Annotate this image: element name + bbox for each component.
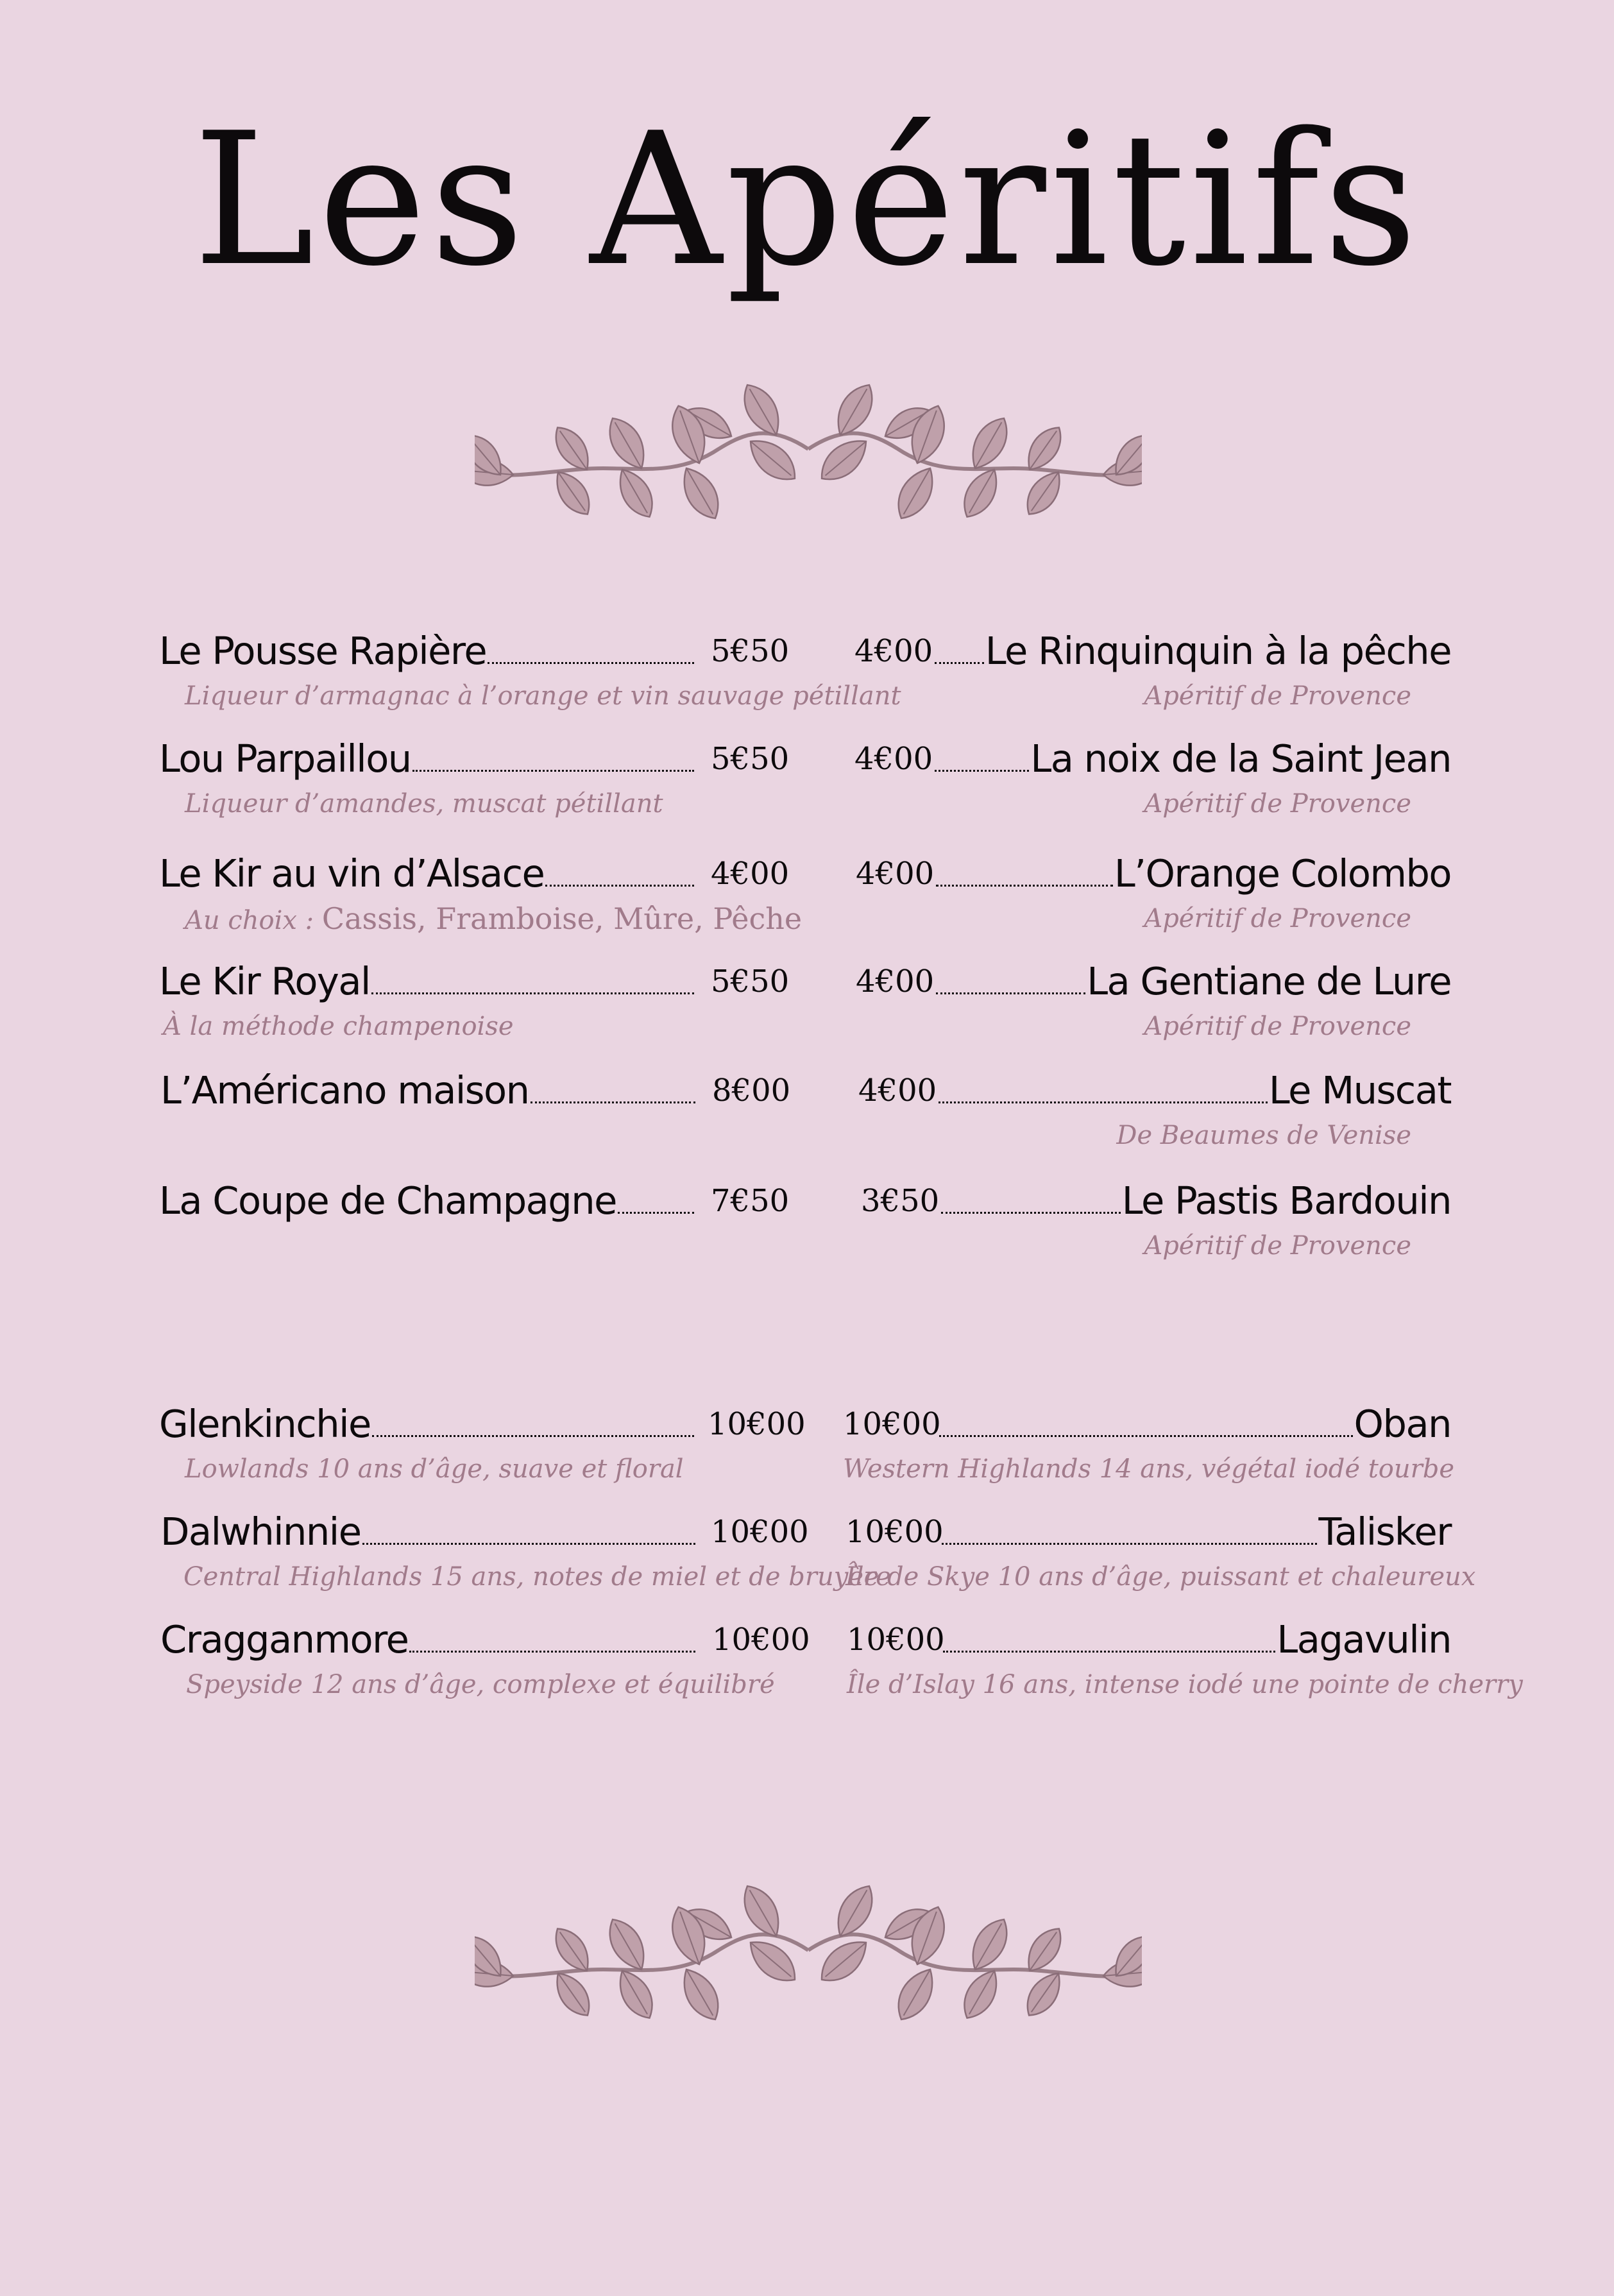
leaf-garland-icon (475, 372, 1142, 539)
item-name: Lou Parpaillou (159, 736, 411, 781)
item-description: Liqueur d’amandes, muscat pétillant (185, 789, 663, 819)
menu-item (856, 956, 1451, 1046)
item-description: Liqueur d’armagnac à l’orange et vin sauvage pétillant (185, 681, 901, 711)
description-choices: Cassis, Framboise, Mûre, Pêche (321, 901, 803, 936)
menu-item (854, 625, 1451, 715)
menu-item (856, 848, 1451, 938)
dot-leader (412, 770, 694, 772)
menu-item (160, 1614, 810, 1704)
menu-item (854, 733, 1451, 823)
item-name: La Gentiane de Lure (1087, 959, 1451, 1003)
item-description: Western Highlands 14 ans, végétal iodé tourbe (843, 1454, 1455, 1484)
dot-leader (409, 1651, 695, 1653)
description-prefix: Au choix : (185, 906, 322, 935)
item-description: Île d’Islay 16 ans, intense iodé une pointe de cherry (847, 1670, 1523, 1699)
menu-item (159, 625, 901, 715)
menu-item (159, 848, 802, 940)
item-price: 5€50 (711, 633, 790, 669)
item-price: 10€00 (712, 1622, 810, 1658)
item-name: Le Rinquinquin à la pêche (985, 629, 1451, 673)
item-name: L’Orange Colombo (1114, 851, 1451, 896)
item-price: 10€00 (843, 1406, 941, 1442)
dot-leader (618, 1212, 694, 1214)
menu-item (159, 733, 790, 823)
dot-leader (939, 1101, 1268, 1103)
dot-leader (488, 662, 694, 664)
leaf-garland-icon (475, 1873, 1142, 2040)
item-description: Apéritif de Provence (1144, 1012, 1411, 1041)
item-name: Le Pastis Bardouin (1121, 1178, 1451, 1223)
menu-item (159, 1175, 790, 1227)
menu-item (159, 956, 790, 1046)
dot-leader (545, 885, 694, 887)
item-description: À la méthode champenoise (163, 1012, 514, 1041)
item-description: Apéritif de Provence (1144, 1231, 1411, 1261)
item-price: 4€00 (854, 633, 933, 669)
item-description: Apéritif de Provence (1144, 789, 1411, 819)
item-name: L’Américano maison (160, 1068, 529, 1112)
item-price: 5€50 (711, 741, 790, 777)
dot-leader (943, 1651, 1275, 1653)
item-price: 4€00 (856, 856, 935, 892)
item-name: Lagavulin (1277, 1617, 1451, 1662)
menu-item (858, 1065, 1451, 1155)
item-description: Lowlands 10 ans d’âge, suave et floral (185, 1454, 684, 1484)
item-price: 4€00 (711, 856, 790, 892)
dot-leader (941, 1212, 1121, 1214)
item-name: Le Pousse Rapière (159, 629, 487, 673)
item-price: 4€00 (858, 1073, 937, 1109)
menu-item (861, 1175, 1451, 1265)
dot-leader (371, 992, 694, 994)
item-description (185, 899, 802, 940)
item-name: La Coupe de Champagne (159, 1178, 616, 1223)
item-price: 4€00 (856, 964, 935, 999)
menu-item (843, 1399, 1455, 1488)
dot-leader (372, 1435, 694, 1437)
dot-leader (936, 885, 1113, 887)
menu-item (160, 1065, 791, 1116)
menu-item (159, 1399, 806, 1488)
menu-item (160, 1506, 891, 1596)
item-price: 10€00 (847, 1622, 945, 1658)
item-name: Dalwhinnie (160, 1509, 361, 1554)
menu-item (847, 1614, 1523, 1704)
dot-leader (939, 1435, 1353, 1437)
item-name: Le Kir Royal (159, 959, 370, 1003)
item-name: Talisker (1318, 1509, 1451, 1554)
item-description: De Beaumes de Venise (1116, 1121, 1411, 1150)
dot-leader (362, 1543, 696, 1545)
item-price: 10€00 (711, 1514, 809, 1550)
menu-item (845, 1506, 1476, 1596)
dot-leader (936, 992, 1085, 994)
item-price: 7€50 (711, 1183, 790, 1219)
item-price: 10€00 (708, 1406, 806, 1442)
item-price: 8€00 (712, 1073, 791, 1109)
item-name: La noix de la Saint Jean (1030, 736, 1451, 781)
item-price: 5€50 (711, 964, 790, 999)
item-description: Île de Skye 10 ans d’âge, puissant et chaleureux (845, 1562, 1476, 1592)
item-description: Speyside 12 ans d’âge, complexe et équilibré (186, 1670, 775, 1699)
page-title: Les Apéritifs (192, 94, 1422, 307)
item-name: Oban (1354, 1402, 1451, 1446)
item-description: Apéritif de Provence (1144, 681, 1411, 711)
item-price: 10€00 (845, 1514, 944, 1550)
item-name: Le Kir au vin d’Alsace (159, 851, 545, 896)
item-description: Central Highlands 15 ans, notes de miel et de bruyère (183, 1562, 891, 1592)
item-price: 3€50 (861, 1183, 940, 1219)
dot-leader (531, 1101, 696, 1103)
item-name: Glenkinchie (159, 1402, 371, 1446)
item-name: Cragganmore (160, 1617, 409, 1662)
dot-leader (935, 770, 1029, 772)
item-name: Le Muscat (1268, 1068, 1451, 1112)
dot-leader (942, 1543, 1317, 1545)
item-price: 4€00 (854, 741, 933, 777)
dot-leader (935, 662, 984, 664)
item-description: Apéritif de Provence (1144, 904, 1411, 933)
